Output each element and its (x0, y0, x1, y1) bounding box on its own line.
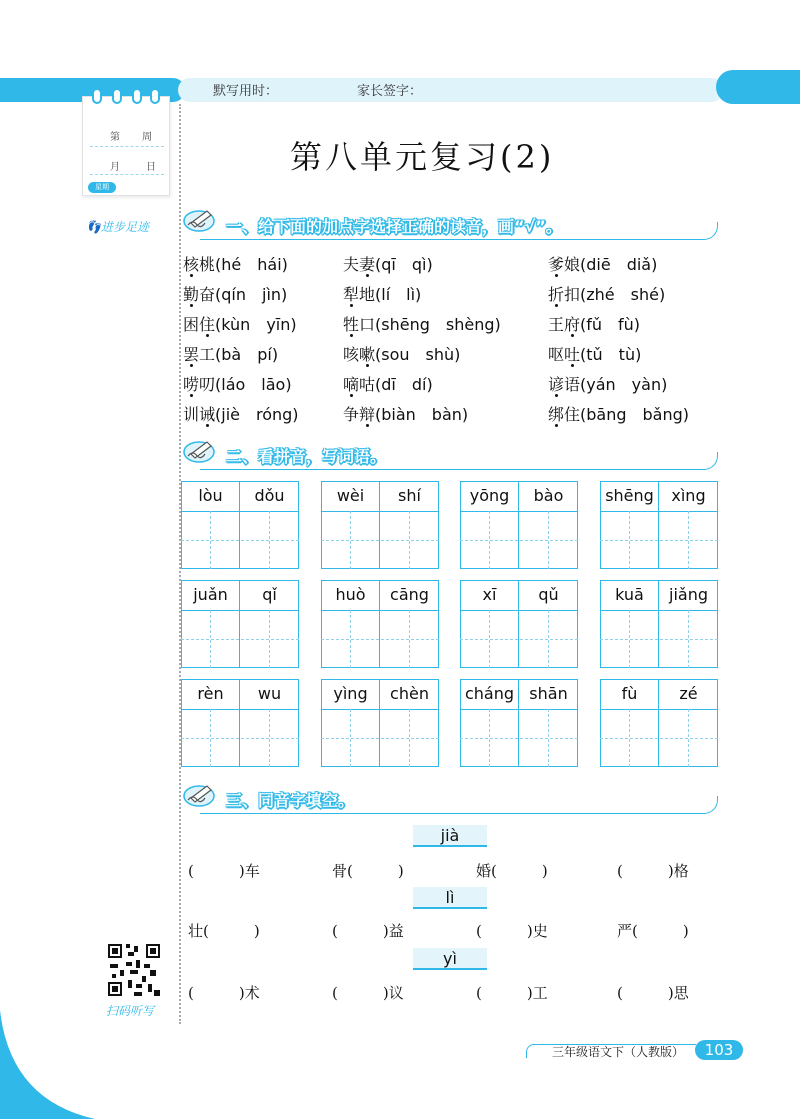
binder-ring (150, 88, 160, 104)
emphasis-dot (206, 334, 209, 337)
guide-line (460, 639, 578, 640)
pinyin-label: zé (679, 684, 698, 703)
list-item: 困住(kùn yīn) (183, 315, 297, 334)
pinyin-label: jiǎng (669, 585, 708, 604)
pinyin-label: fù (621, 684, 638, 703)
pinyin-label: dǒu (254, 486, 285, 505)
guide-line (600, 738, 718, 739)
fill-blank-item[interactable]: ( )工 (476, 984, 548, 1002)
fill-blank-item[interactable]: 壮( ) (188, 922, 260, 940)
pinyin-label: yōng (469, 486, 510, 505)
emphasis-dot (350, 394, 353, 397)
emphasis-dot (366, 424, 369, 427)
page-title: 第八单元复习(2) (290, 138, 555, 176)
word-box[interactable] (321, 679, 439, 767)
fill-blank-item[interactable]: ( )格 (617, 862, 689, 880)
calendar-divider (90, 174, 164, 175)
pinyin-label: qǐ (262, 585, 277, 604)
qr-code[interactable] (106, 942, 162, 998)
pinyin-label: chèn (390, 684, 429, 703)
list-item: 训诫(jiè róng) (183, 405, 299, 424)
guide-line (321, 639, 439, 640)
book-title: 三年级语文下（人教版） (552, 1045, 685, 1059)
pinyin-label: shí (398, 486, 421, 505)
fill-blank-item[interactable]: 婚( ) (476, 862, 548, 880)
fill-blank-item[interactable]: ( )车 (188, 862, 260, 880)
progress-slogan (86, 218, 149, 235)
list-item: 夫妻(qī qì) (343, 255, 433, 274)
pinyin-tab: yì (413, 948, 487, 970)
emphasis-dot (366, 274, 369, 277)
guide-line (600, 639, 718, 640)
list-item: 折扣(zhé shé) (548, 285, 666, 304)
emphasis-dot (555, 394, 558, 397)
list-item: 嘀咕(dī dí) (343, 375, 433, 394)
emphasis-dot (555, 304, 558, 307)
pinyin-label: xī (482, 585, 497, 604)
guide-line (600, 540, 718, 541)
pinyin-label: juǎn (193, 585, 228, 604)
word-box[interactable] (460, 580, 578, 668)
pinyin-label: lòu (198, 486, 223, 505)
word-box[interactable] (460, 679, 578, 767)
section3-heading: 三、同音字填空。 (226, 791, 355, 810)
slogan-text: 进步足迹 (100, 220, 149, 234)
emphasis-dot (555, 424, 558, 427)
emphasis-dot (190, 274, 193, 277)
binder-ring (112, 88, 122, 104)
guide-line (321, 540, 439, 541)
pinyin-label: bào (533, 486, 564, 505)
pinyin-label: cháng (464, 684, 515, 703)
calendar-week: 第 周 (110, 132, 158, 143)
binder-ring (92, 88, 102, 104)
calendar-divider (90, 146, 164, 147)
pinyin-label: yìng (333, 684, 368, 703)
emphasis-dot (350, 334, 353, 337)
list-item: 谚语(yán yàn) (548, 375, 668, 394)
list-item: 唠叨(láo lāo) (183, 375, 292, 394)
guide-line (181, 639, 299, 640)
word-box[interactable] (321, 481, 439, 569)
guide-line (460, 540, 578, 541)
pinyin-label: wu (257, 684, 282, 703)
list-item: 王府(fǔ fù) (548, 315, 641, 334)
pinyin-tab: jià (413, 825, 487, 847)
fill-blank-item[interactable]: ( )史 (476, 922, 548, 940)
emphasis-dot (190, 364, 193, 367)
guide-line (181, 738, 299, 739)
list-item: 爹娘(diē diǎ) (548, 255, 658, 274)
pinyin-label: qǔ (538, 585, 559, 604)
top-banner-right (716, 70, 800, 104)
guide-line (460, 738, 578, 739)
fill-blank-item[interactable]: ( )思 (617, 984, 689, 1002)
pinyin-label: shān (529, 684, 568, 703)
list-item: 牲口(shēng shèng) (343, 315, 501, 334)
emphasis-dot (350, 304, 353, 307)
fill-blank-item[interactable]: ( )术 (188, 984, 260, 1002)
word-box[interactable] (321, 580, 439, 668)
fill-blank-item[interactable]: ( )议 (332, 984, 404, 1002)
pinyin-label: rèn (197, 684, 224, 703)
list-item: 罢工(bà pí) (183, 345, 279, 364)
list-item: 争辩(biàn bàn) (343, 405, 469, 424)
word-box[interactable] (600, 679, 718, 767)
pinyin-tab: lì (413, 887, 487, 909)
pinyin-label: shēng (605, 486, 654, 505)
emphasis-dot (571, 334, 574, 337)
list-item: 核桃(hé hái) (183, 255, 288, 274)
binder-ring (132, 88, 142, 104)
word-box[interactable] (460, 481, 578, 569)
calendar-month: 月 (110, 162, 120, 173)
list-item: 绑住(bāng bǎng) (548, 405, 690, 424)
weekday-badge: 星期 (88, 182, 116, 193)
word-box[interactable] (600, 481, 718, 569)
parent-signature-label: 家长签字： (357, 84, 423, 99)
corner-decoration (0, 1010, 95, 1119)
fill-blank-item[interactable]: 骨( ) (332, 862, 404, 880)
emphasis-dot (206, 424, 209, 427)
word-box[interactable] (181, 580, 299, 668)
list-item: 勤奋(qín jìn) (183, 285, 288, 304)
footprint-icon: 👣 (86, 220, 101, 234)
page-number: 103 (695, 1040, 743, 1060)
fill-blank-item[interactable]: ( )益 (332, 922, 404, 940)
list-item: 呕吐(tǔ tù) (548, 345, 642, 364)
pinyin-label: cāng (390, 585, 429, 604)
emphasis-dot (555, 274, 558, 277)
section2-heading: 二、看拼音，写词语。 (226, 447, 387, 466)
calendar-day: 日 (146, 162, 156, 173)
emphasis-dot (190, 304, 193, 307)
section1-heading: 一、给下面的加点字选择正确的读音，画“√”。 (226, 217, 562, 236)
pinyin-label: xìng (671, 486, 706, 505)
guide-line (321, 738, 439, 739)
pinyin-label: wèi (336, 486, 365, 505)
dictation-time-label: 默写用时： (213, 84, 279, 99)
pinyin-label: kuā (615, 585, 644, 604)
emphasis-dot (366, 364, 369, 367)
word-box[interactable] (181, 679, 299, 767)
list-item: 咳嗽(sou shù) (343, 345, 461, 364)
emphasis-dot (571, 364, 574, 367)
fill-blank-item[interactable]: 严( ) (617, 922, 689, 940)
word-box[interactable] (600, 580, 718, 668)
list-item: 犁地(lí lì) (343, 285, 422, 304)
emphasis-dot (190, 394, 193, 397)
guide-line (181, 540, 299, 541)
pinyin-label: huò (335, 585, 366, 604)
qr-label: 扫码听写 (106, 1004, 155, 1018)
word-box[interactable] (181, 481, 299, 569)
